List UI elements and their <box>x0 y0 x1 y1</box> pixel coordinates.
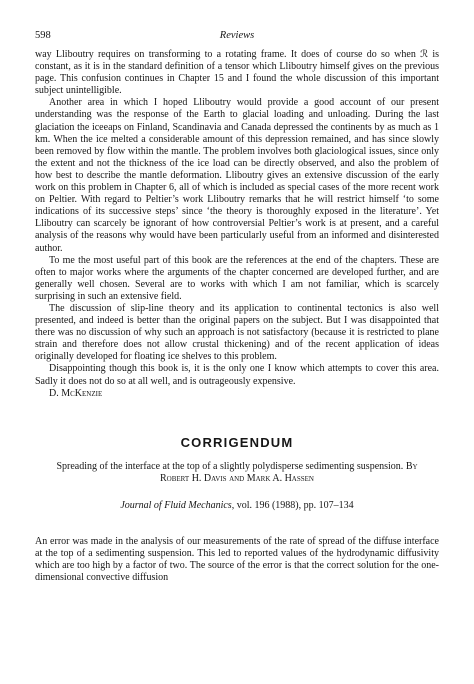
review-paragraph-2: Another area in which I hoped Lliboutry would provide a good account of our present understanding was the response of the Earth to glacial loading and unloading. During the last glaciation the iceeaps on Finland, Scandinavia and Canada depressed the continents by as much as 1 km. When the ice melted a considerable amount of this depression remained, and has since slowly been removed by flow within the mantle. The problem involves both glaciological issues, since only the extent and not the thickness of the ice load can be directly observed, and also the problem of how best to describe the mantle deformation. Lliboutry gives an extensive discussion of the early work on this problem in Chapter 6, all of which is included as special cases of the more recent work on Peltier. With regard to Peltier’s work Lliboutry remarks that he will restrict himself ‘to some indications of its successive steps’ since ‘the theory is thoroughly exposed in the literature’. Yet Lliboutry can scarcely be ignorant of how controversial Peltier’s work is at present, and a careful analysis of the reasons why would have been particularly useful from an informed and disinterested author. <box>35 97 439 254</box>
review-paragraph-1: way Lliboutry requires on transforming to a rotating frame. It does of course do so when ℛ is constant, as it is in the standard definition of a tensor which Lliboutry himself gives on the previous page. This confusion continues in Chapter 15 and I found the whole discussion of this important subject unintelligible. <box>35 49 439 97</box>
corrigendum-by: By <box>405 460 418 472</box>
review-paragraph-3: To me the most useful part of this book are the references at the end of the chapters. These are often to major works where the arguments of the chapter concerned are developed further, and are generally well chosen. Several are to works with which I am not familiar, which is scarcely surprising in such an extensive field. <box>35 254 439 302</box>
running-title: Reviews <box>219 30 255 41</box>
review-paragraph-4: The discussion of slip-line theory and its application to continental tectonics is also well presented, and indeed is better than the original papers on the subject. But I was disappointed that there was no discussion of why such an approach is not satisfactory (because it is restricted to plane strain and therefore does not allow crustal thickening) and of the recent application of ideas originally developed for floating ice shelves to this problem. <box>35 302 439 363</box>
corrigendum-heading: CORRIGENDUM <box>180 434 294 450</box>
corrigendum-citation <box>49 461 425 485</box>
journal-details: , vol. 196 (1988), pp. 107–134 <box>231 500 354 512</box>
corrigendum-authors: Robert H. Davis and Mark A. Hassen <box>160 472 314 484</box>
corrigendum-paragraph: An error was made in the analysis of our measurements of the rate of spread of the diffuse interface at the top of a sedimenting suspension. This led to reported values of the hydrodynamic diffusivity which are too high by a factor of two. The source of the error is that the correct solution for the one-dimensional convective diffusion <box>35 536 439 584</box>
corrigendum-body <box>35 536 439 584</box>
page-number: 598 <box>35 30 51 41</box>
page-header <box>35 30 439 44</box>
corrigendum-article-title: Spreading of the interface at the top of a slightly polydisperse sedimenting suspension. <box>56 460 404 472</box>
page <box>35 30 439 585</box>
reviewer-signature: D. McKenzie <box>49 387 103 399</box>
review-body <box>35 49 439 400</box>
review-paragraph-5: Disappointing though this book is, it is the only one I know which attempts to cover this area. Sadly it does not do so at all well, and is outrageously expensive. <box>35 363 439 387</box>
journal-reference <box>35 500 439 511</box>
journal-name: Journal of Fluid Mechanics <box>120 500 232 512</box>
